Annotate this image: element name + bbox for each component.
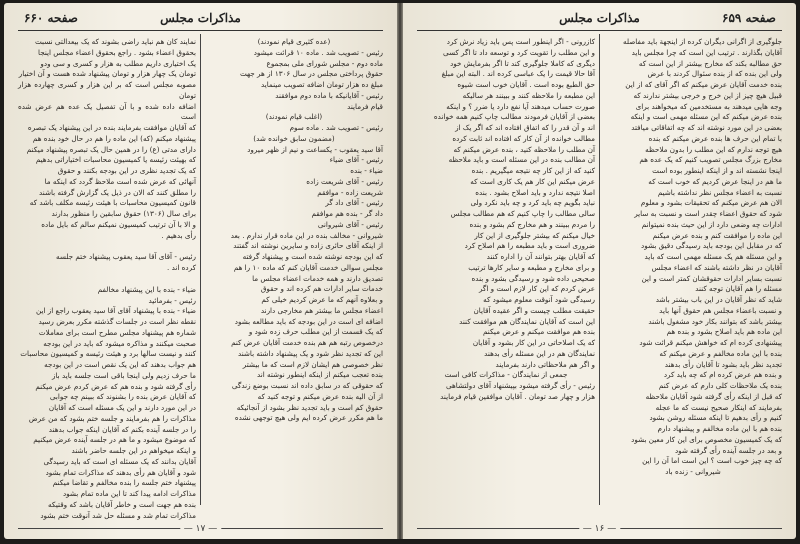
left-header-rule: [18, 30, 383, 31]
text-line: رئیس - تصویب شد . ماده ۱۰ قرائت میشود: [253, 47, 383, 57]
text-line: اصلا نتیجه ندارد و باید اصلاح بشود . بنده: [475, 187, 595, 197]
left-page-footer: [18, 524, 383, 534]
text-line: این که تجدید نظر شود و یک پیشنهاد داشته باشند: [237, 348, 383, 358]
text-line: بنده هم جهت است و خاطر آقایان باشد که وقتیکه: [48, 499, 196, 509]
text-line: پیشنهاد میکنم (که) این ماده را هم در حال خود بنده هم: [32, 133, 196, 143]
text-line: دیگری که کاملا جلوگیری کند تا اگر بفرمایش خود: [450, 58, 595, 68]
text-line: اضافه ای است در این بودجه که باید مطالعه بشود: [234, 316, 383, 326]
text-line: تجدید نظر باید بشود تا آقایان رأی بدهند: [664, 359, 782, 369]
text-line: و نسبت باعضاء مجلس هم حقوق آنها باید: [659, 305, 782, 315]
text-line: رئیس - رأی گرفته میشود بپیشنهاد آقای دولتشاهی: [446, 381, 595, 390]
text-line: یک اختیاری داریم مطلب به هزار و کسری و سی ودو: [40, 58, 196, 68]
text-line: رئیس - آقای داد گر: [325, 198, 383, 208]
text-line: ضیاء - بنده با پیشنهاد آقای آقا سید یعقوب راجع از این: [35, 306, 196, 316]
text-line: ادارات چه وضعی دارد از این حیث بنده نمیتوانم: [641, 219, 782, 229]
text-line: بیشتر باشد که بتوانند بکار خود مشغول باشند: [648, 316, 782, 326]
text-line: مذاکرات تمام شد و مسئله حل شد آنوقت ختم بشود: [40, 510, 196, 520]
text-line: صحیحی داده شود و رسیدگی بشود و بنده: [471, 273, 595, 283]
text-line: که آقایان عرض بنده را بشنوند که ببینم چه جوابی: [49, 392, 196, 402]
left-outer-paragraph-1: [18, 37, 196, 241]
text-line: که یک اصلاحاتی در این کار بشود و آقایان: [472, 338, 595, 347]
text-line: شیروانی - زنده باد: [665, 467, 721, 476]
spacer: [18, 274, 196, 285]
text-line: را در جلسه آینده بکنم که آقایان اینکه جواب بدهند: [48, 424, 196, 434]
left-page-header: [18, 11, 383, 29]
text-line: که موضوع میشود و ما هم در جلسه آینده عرض میکنیم: [33, 435, 196, 445]
text-line: بحقوق اعضاء بشود . راجع بحقوق اعضاء مجلس اینجا: [38, 47, 196, 57]
text-line: پیشنهادی کرده ام که خواهش میکنم قرائت شود: [639, 338, 782, 347]
left-inner-column: [205, 37, 383, 503]
text-line: جمعی از نمایندگان - مذاکرات کافی است: [444, 370, 568, 380]
text-line: با تمام این حرف ها بنده عرض میکنم که بنده: [648, 133, 782, 143]
text-line: شود و آقایان هم رأی بدهند که مذاکرات تمام بشود: [45, 467, 196, 477]
text-line: آن مطالب بنده در این مسئله است و باید ملاحظه: [448, 155, 595, 165]
text-line: هیچ توجه ندارم که این مطلب را بدون ملاحظه: [645, 144, 782, 154]
text-line: ماده دوم - مجلس شورای ملی بمجموع: [266, 58, 383, 68]
text-line: آقا سید یعقوب - یکساعت و نیم از ظهر میرود: [247, 144, 383, 154]
text-line: کرده اند .: [167, 263, 196, 272]
text-line: اضافه داده شده و با آن تفصیل یک عده هم عرض شده است: [18, 101, 196, 122]
text-line: پیشنهاد ختم جلسه را بنده مخالفم و تقاضا میکنم: [52, 478, 196, 488]
text-line: کنیم و رأی بدهیم تا اینکه مسئله روشن بشود: [649, 413, 782, 423]
text-line: و این مسئله هم یک مسئله مهمی است که باید: [644, 252, 782, 261]
text-line: صحبت میکنند و مذاکره میشود که باید در این بودجه: [43, 338, 196, 348]
text-line: آقایان در نظر داشته باشند که اعضاء مجلس: [651, 262, 782, 272]
text-line: شاید که نظر آقایان در این باب بیشتر باشد: [655, 295, 782, 304]
stage-direction: (اغلب قیام نمودند): [265, 112, 323, 122]
text-line: بنده عرض میکنم که این مسئله مهمی است و اینکه: [630, 112, 782, 122]
text-line: شماره هم پیشنهاد مجلس مطرح است برای معاملات: [38, 327, 196, 337]
text-line: که این بودجه نوشته شده است و پیشنهاد گرفته: [242, 252, 383, 261]
text-line: رئیس - آقایانیکه با ماده دوم موافقند: [275, 90, 383, 100]
text-line: آنهائی که عرض شده است ملاحظ گردد که اینکه ما: [44, 176, 196, 186]
text-line: بنده با این ماده مخالفم و عرض میکنم که: [659, 348, 782, 358]
text-line: رسیدگی شود آنوقت معلوم میشود که: [483, 295, 595, 304]
text-line: بعضی در این مورد نوشته اند که چه اتفاقاتی میافتد: [631, 123, 782, 132]
text-line: ما حرف زدیم ولی اینجا باقی است جلسه باید باز: [52, 370, 196, 380]
text-line: مذاکرات را هم بفرمایند و جلسه ختم بشود که من عرض: [28, 413, 196, 423]
right-column-divider: [599, 34, 600, 505]
text-line: رئیس - آقای شیروانی: [317, 219, 383, 229]
text-line: از آن الیه بنده عرض میکنم و توجه کنید که: [257, 391, 383, 401]
text-line: حق مطالبه بکند که مخارج بیشتر از این است که: [638, 58, 782, 68]
right-page-footer: [417, 524, 782, 534]
text-line: که چه چیز خوب است ؟ این است اما آن را این: [642, 456, 782, 466]
text-line: رأی گرفته شود و بنده هم که عرض کردم عرض میکنم: [35, 381, 196, 391]
text-line: که در مقابل این بودجه باید رسیدگی دقیق بشود: [641, 241, 782, 251]
right-page-title: مذاکرات مجلس: [559, 11, 640, 25]
text-line: بنده تعجب میکنم از اینکه اینطور نوشته اند: [256, 370, 383, 380]
text-line: از اینکه آقای حائری زاده و سایرین نوشته اند گفتند: [233, 241, 383, 251]
right-page-header: [417, 11, 782, 29]
text-line: بنده یک ملاحظات کلی دارم که عرض کنم: [658, 381, 782, 390]
text-line: رئیس - آقای آقا سید یعقوب پیشنهاد ختم جلسه: [55, 252, 196, 262]
text-line: بنده هم با این ماده مخالفم و پیشنهاد دارم: [657, 424, 782, 433]
text-line: نقطه نظر است در جلسات گذشته مکرر بعرض رسید: [38, 317, 196, 326]
text-line: حق الطبع بوده است . آقایان خوب است شیوه: [457, 80, 595, 89]
text-line: تومان یک چهار هزار و تومان پیشنهاد شده هست و آن اختیار: [18, 69, 196, 79]
text-line: درخصوص رتبه هم هم بنده خدمت آقایان عرض کنم: [231, 338, 383, 347]
text-line: ما هم در اینجا عرض کردیم که خوب است که: [648, 176, 782, 186]
text-line: و اگر هم ملاحظاتی دارند بفرمایند: [495, 359, 595, 369]
text-line: این مطبعه را ملاحظه کنند و ببینند هر سالیکه: [462, 90, 595, 100]
text-line: حقیقت مطلب چیست و اگر عقیده آقایان: [473, 305, 595, 315]
text-line: مذاکرات ادامه پیدا کند تا این ماده تمام بشود: [62, 489, 196, 498]
text-line: خدمات سایر ادارات هم کرده اند و حقوق: [260, 284, 383, 294]
text-line: که آقایان موافقت بفرمایند بنده در این پیشنهاد یک تبصره: [27, 123, 196, 132]
right-page-number: صفحه ۶۵۹: [722, 11, 776, 25]
text-line: شیروانی - مخالف بنده در این ماده قرار ندارم . بعد: [230, 230, 383, 240]
text-line: که قبل از اینکه رأی گرفته شود آقایان ملاحظه: [645, 391, 782, 401]
text-line: قانون کمیسیون محاسبات با هیئت رئیسه مکلف باشد که: [29, 198, 196, 208]
text-line: نسبت بسایر ادارات حقوقشان کمتر است و این: [641, 273, 782, 283]
text-line: آقایان بدانند که یک مسئله ای است که باید رسیدگی: [43, 456, 196, 466]
text-line: در این مورد دارند و این یک مسئله است که آقایان: [48, 403, 196, 412]
right-page: [403, 3, 796, 539]
text-line: حقوق پرداختی مجلس در سال ۱۳۰۶ از هر جهت: [239, 69, 383, 79]
text-line: بفرمایند که اینکار صحیح نیست که ما عجله: [655, 402, 782, 412]
text-line: سالی مطالب را چاپ کنیم که هم مطالب مجلس: [450, 209, 595, 218]
text-line: که آقایان بهتر بتوانند آن را اداره کنند: [486, 252, 595, 261]
text-line: داد گر - بنده هم موافقم: [311, 209, 383, 218]
text-line: ضیاء - بنده: [350, 166, 383, 175]
stage-direction: (عده کثیری قیام نمودند): [257, 37, 331, 46]
text-line: آن مطلب را ملاحظه کنید ، بنده عرض میکنم که: [453, 144, 595, 154]
text-line: قبیل هیچ چیز از این خرج و خرجی بیشتر ندارند که: [633, 90, 782, 100]
text-line: مصوبه مجلس است که بر این هزار و کسری چهارده هزار تومان: [18, 80, 196, 100]
text-line: نظر خصوصی هم ایشان لازم است که ما بیشتر: [242, 359, 383, 369]
text-line: و این مطلب را تقویت کرد و توسعه داد تا اگر کسی: [442, 47, 595, 57]
book-spread: [4, 3, 796, 539]
left-outer-column: [18, 37, 196, 520]
text-line: قیام فرمایند: [347, 101, 383, 111]
text-line: شریعت زاده - موافقم: [317, 187, 383, 197]
text-line: که یک کمیسیون مخصوص برای این کار معین بشود: [631, 434, 782, 444]
text-line: که بهیئت رئیسه یا کمیسیون محاسبات اختیاراتی بدهیم: [35, 155, 196, 165]
text-line: مطالب خوانده از آن کار که افتاده اند ثابت کرده: [452, 133, 595, 143]
text-line: الان هم عرض میکنم که تحقیقات بشود و معلوم: [640, 198, 782, 208]
text-line: و الا با آن ترتیب کمیسیون نمیکنم سالم که بایل ماده: [41, 219, 196, 229]
text-line: که حقوقی که در سابق داده اند نسبت بوضع زندگی: [231, 381, 383, 390]
text-line: و اینکه میخواهم در این جلسه حاضر باشند: [71, 446, 196, 455]
text-line: صورت حساب میدهند آیا نفع دارد یا ضرر ؟ و اینکه: [446, 101, 595, 111]
text-line: ضیاء - بنده با این پیشنهاد مخالفم: [97, 284, 196, 294]
text-line: هزار و چهار صد تومان . آقایان موافقین قیام فرمایند: [440, 391, 595, 401]
left-page-title: مذاکرات مجلس: [160, 11, 241, 25]
text-line: شود که حقوق اعضاء چقدر است و نسبت به سایر: [634, 209, 782, 218]
text-line: بنده خدمت آقایان عرض میکنم که اگر آقای که از این: [625, 80, 782, 89]
text-line: رئیس - آقای ضیاء: [329, 155, 383, 165]
text-line: که یک تجدید نظری در این بودجه بکنند و حقوق: [57, 166, 196, 175]
text-line: ما هم مکرر عرض کرده ایم ولی هیچ توجهی نشده: [234, 413, 383, 423]
text-line: خیال میکنم که بیشتر جلوگیری از این کار: [474, 230, 595, 240]
right-inner-column: [417, 37, 595, 503]
right-folio: — ۱۶ —: [579, 523, 620, 535]
text-line: و بعلاوه آنهم که ما عرض کردیم خیلی کم: [261, 295, 383, 304]
text-line: برای سال (۱۳۰۶) حقوق سابقین را منظور بدارند: [51, 209, 196, 218]
text-line: رئیس - آقای شریعت زاده: [306, 176, 383, 186]
right-outer-column: [604, 37, 782, 503]
text-line: عرض کردم که این کار لازم است و اگر: [478, 284, 595, 294]
text-line: رأی بدهیم .: [161, 230, 196, 240]
text-line: این ماده هم باید اصلاح بشود و بنده هم: [666, 327, 782, 337]
left-folio: — ۱۷ —: [180, 523, 221, 535]
left-column-divider: [200, 34, 201, 505]
text-line: تصدیق دارند و همه خدمات اعضاء مجلس ما: [252, 273, 383, 283]
text-line: و بنده هم عرض کرده ام که چه باید کرد: [663, 370, 782, 380]
text-line: آقا حالا قیمت را یک عباسی کرده اند . البته این مبلغ: [441, 69, 595, 79]
text-line: مبلغ ده هزار تومان اضافه تصویب مینماید: [260, 80, 383, 89]
text-line: این است که آقایان نمایندگان هم موافقت کنند: [459, 316, 595, 326]
left-page: [4, 3, 397, 539]
text-line: کازرونی - اگر اینطور است پس باید زیاد نرش کرد: [446, 37, 595, 46]
text-line: حقوق کم است و باید تجدید نظر بشود از آنجائیکه: [236, 402, 383, 412]
left-page-number: صفحه ۶۶۰: [24, 11, 78, 25]
text-line: ضروری است و باید مطبعه را هم اصلاح کرد: [464, 241, 595, 251]
text-line: اند و آن قدر را که اتفاق افتاده اند که اگر یک از: [455, 123, 595, 132]
text-line: بعضی از آقایان فرمودند مطالب چاپ کنیم همه خوانده: [433, 112, 595, 122]
text-line: عرض میکنم این کار هم یک کاری است که: [470, 176, 595, 186]
text-line: کنید که از این کار چه نتیجه میگیریم . بنده: [471, 166, 595, 175]
text-line: نمایندگان هم در این مسئله رأی بدهند: [484, 348, 595, 358]
text-line: رئیس - بفرمائید: [148, 295, 196, 305]
spacer: [18, 241, 196, 252]
text-line: نسبت به اعضاء مجلس نظر نداشته باشیم: [657, 187, 782, 197]
text-line: و برای مخارج و مطبعه و سایر کارها ترتیب: [468, 262, 595, 272]
text-line: نمایند کان هم نباید راضی بشوند که یک بیعدالتی نسبت: [34, 37, 196, 46]
text-line: مخارج بزرگ مجلس تصویب کنیم که یک عده هم: [639, 155, 782, 165]
text-line: و بعد در جلسه آینده رأی گرفته شود: [674, 445, 782, 455]
text-line: نباید بگویم چه باید کرد و چه باید نکرد ولی: [470, 198, 595, 208]
text-line: بنده هم موافقت میکنم و عرض میکنم: [483, 327, 595, 337]
text-line: دارای مدتی (ع) را در همین حال یک تبصره پیشنهاد میکنم: [26, 144, 196, 154]
text-line: جلوگیری از اگرانی دیگران کرده از اینجهة باید مفاصله: [622, 37, 782, 46]
text-line: این ماده را موافقت کنم و بنده عرض میکنم: [652, 230, 782, 240]
text-line: را مطلق کنند که الان در ذیل یک گزارش گرفته باشند: [39, 187, 196, 197]
text-line: کنند و نیست سالها برد و هیئت رئیسه و کمیسیون محاسبات: [20, 349, 196, 359]
text-line: وجه هایی میدهند به مستخدمین که میخواهند برای: [635, 101, 782, 111]
text-line: ولی این بنده که از بنده سئوال کردند با عرض: [647, 69, 782, 79]
stage-direction: (مضمون سابق خوانده شد): [253, 133, 335, 143]
text-line: رئیس - تصویب شد . ماده سوم: [289, 123, 383, 132]
text-line: اعضاء مجلس ما بیشتر هم مخارجی دارند: [260, 305, 383, 315]
text-line: مسئله را هم آقایان توجه کنند: [695, 284, 782, 294]
text-line: آقایان بگذارند . ترتیب این است که چرا مجلس باید: [631, 47, 782, 57]
text-line: مجلس سوالی خدمت آقایان کنم که ماده ۱۰ را هم: [233, 262, 383, 272]
text-line: که یک قسمت از این مطلب حرف زده شود و: [248, 327, 383, 337]
text-line: اینجا نشسته اند و از اینکه اینطور بوده است: [652, 166, 782, 175]
text-line: هم جواب بدهند که این یک نقص است در این بودجه: [44, 360, 196, 369]
text-line: را مردم ببینند و هم مخارج کم بشود و بنده: [469, 219, 595, 229]
right-header-rule: [417, 30, 782, 31]
